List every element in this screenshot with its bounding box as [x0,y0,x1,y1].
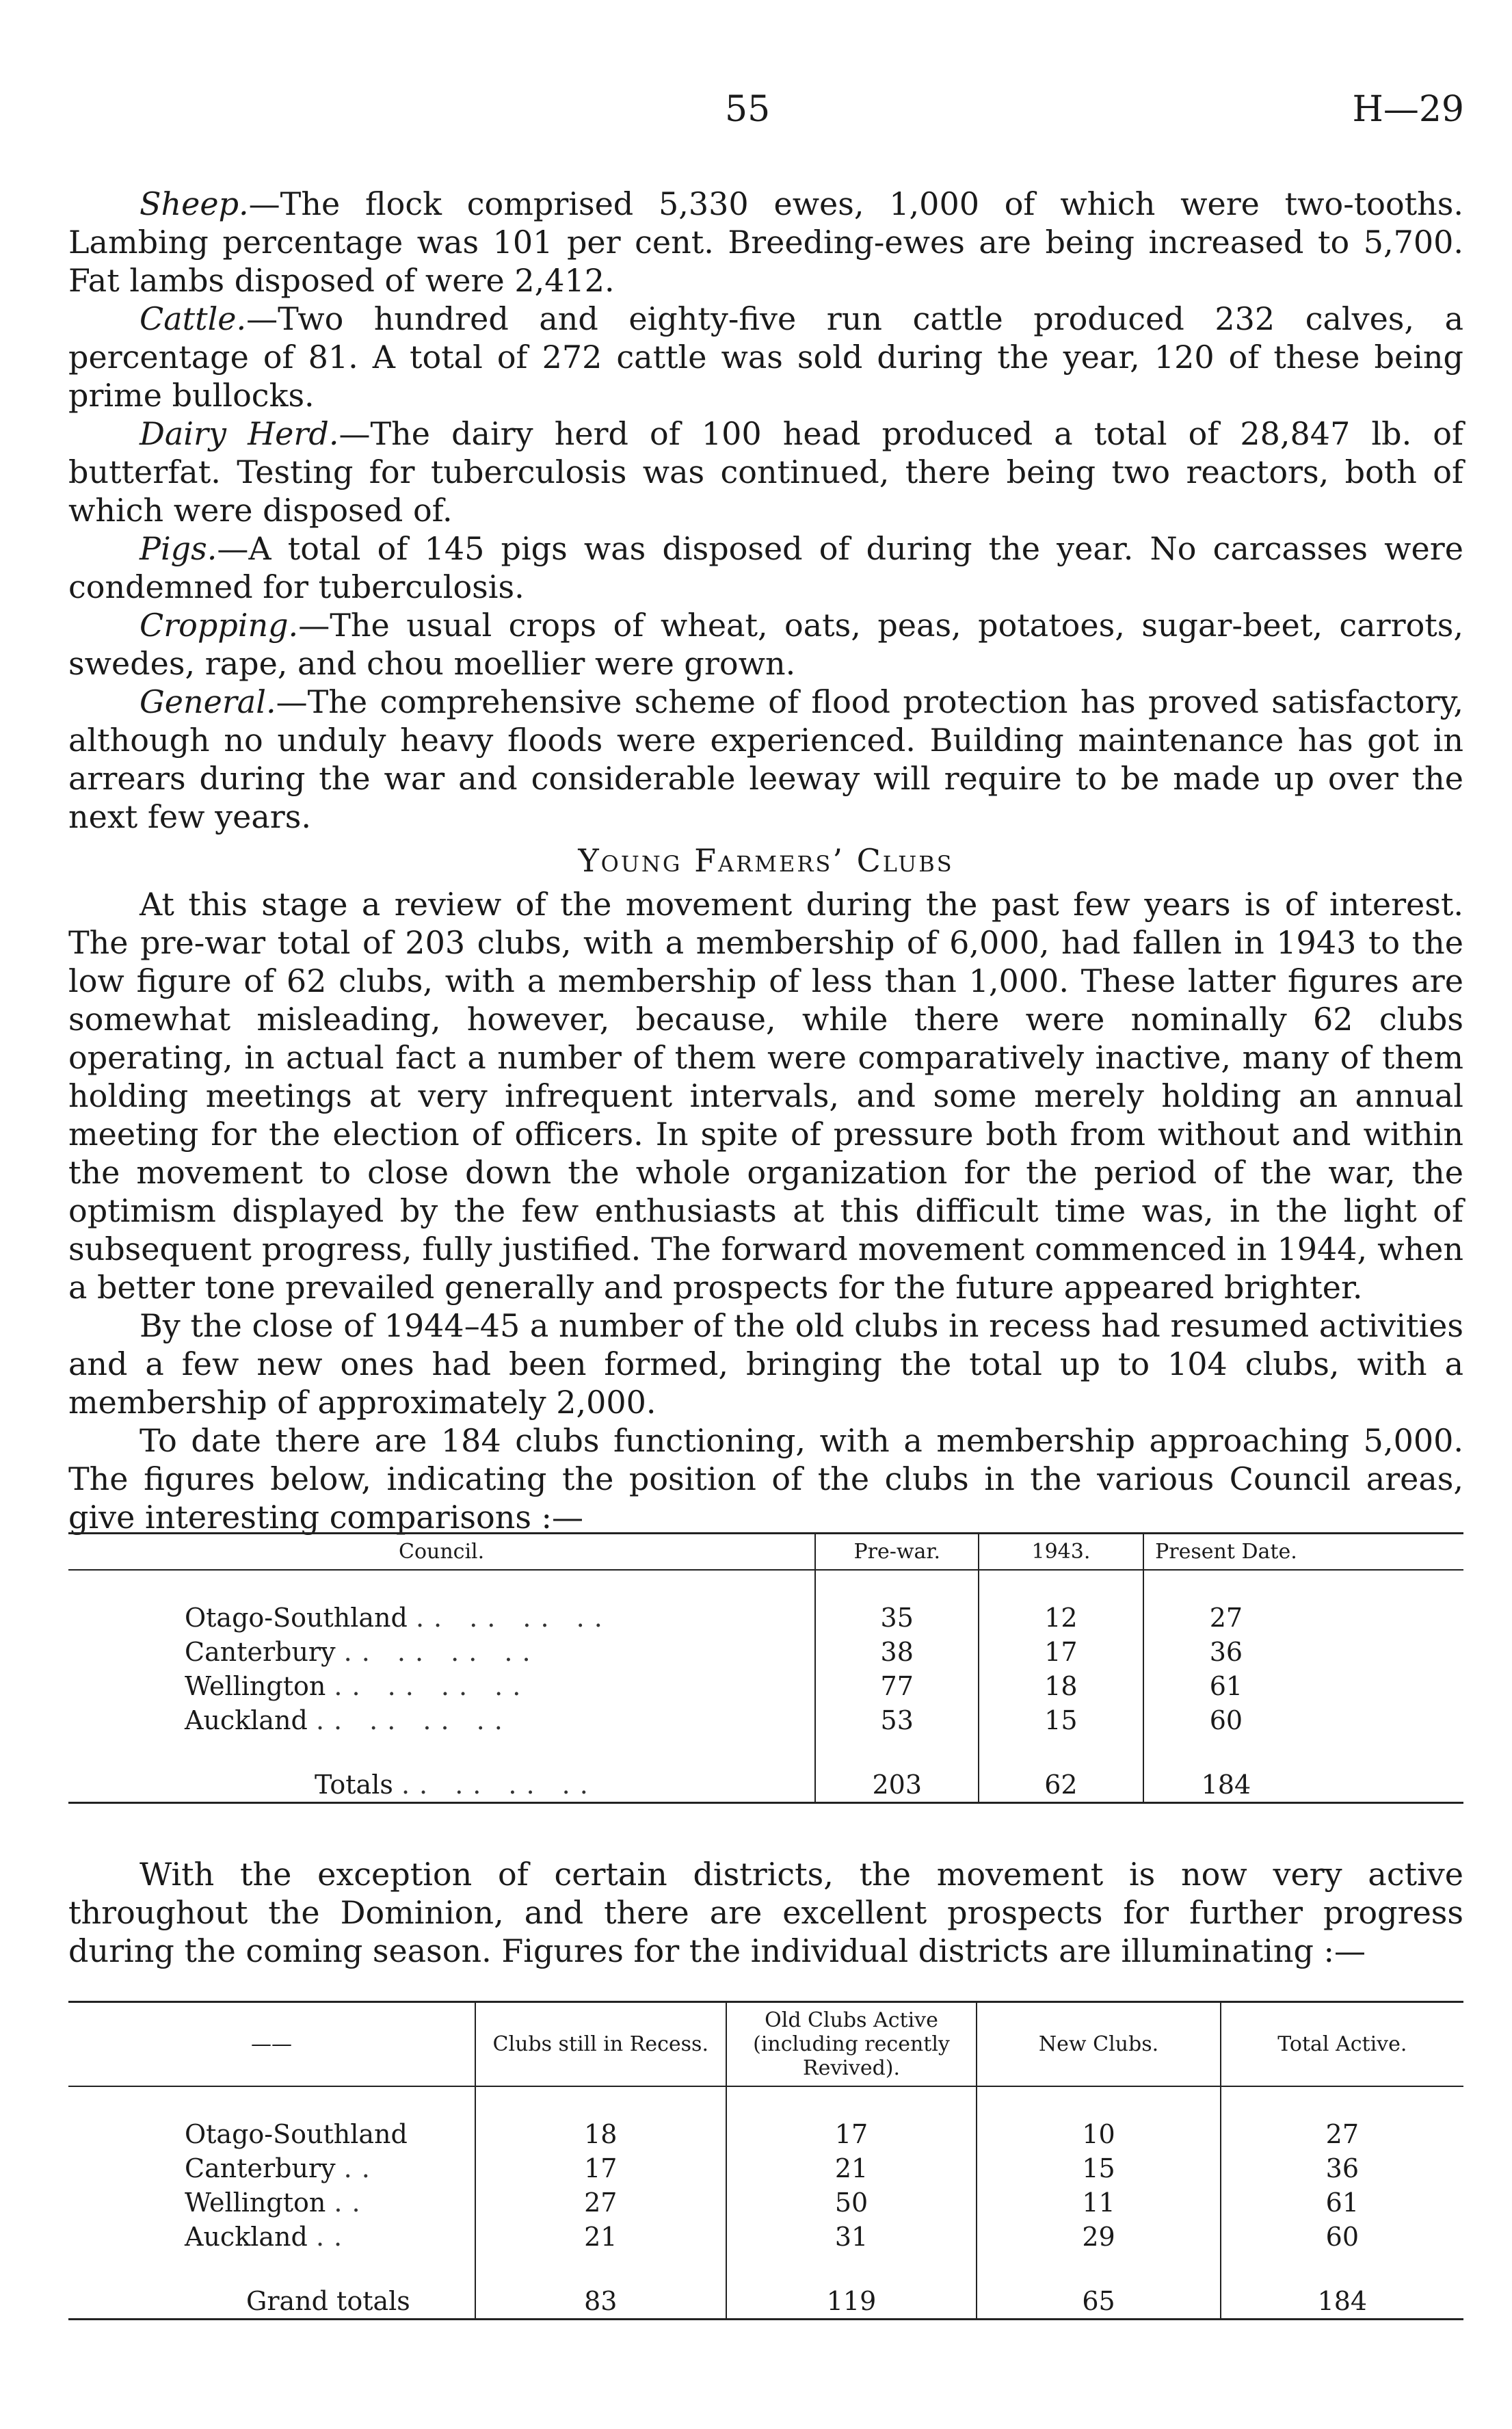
grand-totals-label: Grand totals [246,2286,410,2316]
district-name: Otago-Southland [185,2119,408,2149]
totals-row: Totals .. .. .. .. 203 62 184 [68,1768,1463,1803]
general-text: —The comprehensive scheme of flood protection has proved satisfactory, although no unduly heavy floods were experienced. Building maintenance has got in arrears during the war and considerable leeway will require to be made up over the next few years. [68,683,1463,835]
cropping-label: Cropping. [140,607,299,644]
prewar-total: 203 [815,1768,979,1803]
present-value: 36 [1143,1635,1309,1669]
col-prewar: Pre-war. [815,1534,979,1571]
district-name: Auckland [185,2222,308,2252]
table-row: Otago-Southland .. .. .. .. 35 12 27 [68,1601,1463,1635]
prewar-value: 35 [815,1601,979,1635]
1943-total: 62 [979,1768,1143,1803]
cropping-paragraph [68,606,1463,683]
total-active-value: 36 [1221,2151,1463,2185]
present-total: 184 [1143,1768,1309,1803]
total-active-value: 27 [1221,2117,1463,2151]
present-value: 27 [1143,1601,1309,1635]
sheep-label: Sheep. [140,185,249,222]
pigs-text: —A total of 145 pigs was disposed of during the year. No carcasses were condemned for tuberculosis. [68,530,1463,605]
recess-value: 17 [475,2151,726,2185]
prewar-value: 53 [815,1703,979,1737]
old-active-value: 17 [726,2117,977,2151]
col-present: Present Date. [1143,1534,1309,1571]
1943-value: 17 [979,1635,1143,1669]
mid-text [68,1855,1463,1970]
district-name: Wellington [185,2188,326,2218]
cattle-paragraph [68,300,1463,415]
old-active-total: 119 [726,2284,977,2320]
cattle-text: —Two hundred and eighty-five run cattle produced 232 calves, a percentage of 81. A total of 272 cattle was sold during the year, 120 of these being prime bullocks. [68,300,1463,414]
dairy-text: —The dairy herd of 100 head produced a total of 28,847 lb. of butterfat. Testing for tuberculosis was continued, there being two reactors, both of which were disposed of. [68,415,1463,529]
table-row: Auckland .. 21 31 29 60 [68,2220,1463,2254]
council-name: Otago-Southland [185,1603,408,1633]
col-old-active: Old Clubs Active (including recently Revived). [726,2002,977,2087]
document-code: H—29 [1352,89,1464,130]
col-total-active: Total Active. [1221,2002,1463,2087]
col-recess: Clubs still in Recess. [475,2002,726,2087]
farm-report-text [68,185,1463,1536]
general-label: General. [140,683,276,720]
recess-value: 18 [475,2117,726,2151]
table-row: Canterbury .. 17 21 15 36 [68,2151,1463,2185]
total-active-total: 184 [1221,2284,1463,2320]
present-value: 61 [1143,1669,1309,1703]
district-name: Canterbury [185,2153,336,2183]
districts-paragraph: With the exception of certain districts, the movement is now very active throughout the Dominion, and there are excellent prospects for further progress during the coming season. Figures for the individual districts are illuminating :— [68,1856,1463,1969]
col-1943: 1943. [979,1534,1143,1571]
recess-value: 21 [475,2220,726,2254]
club-paragraph-2: By the close of 1944–45 a number of the old clubs in recess had resumed activities and a few new ones had been formed, bringing the total up to 104 clubs, with a membership of approximately 2,000. [68,1307,1463,1421]
total-active-value: 61 [1221,2185,1463,2220]
table-row: Wellington .. 27 50 11 61 [68,2185,1463,2220]
council-name: Canterbury [185,1637,336,1667]
table-row: Auckland .. .. .. .. 53 15 60 [68,1703,1463,1737]
1943-value: 18 [979,1669,1143,1703]
club-paragraph-1: At this stage a review of the movement during the past few years is of interest. The pre-war total of 203 clubs, with a membership of 6,000, had fallen in 1943 to the low figure of 62 clubs, with a membership of less than 1,000. These latter figures are somewhat misleading, however, because, while there were nominally 62 clubs operating, in actual fact a number of them were comparatively inactive, many of them holding meetings at very infrequent intervals, and some merely holding an annual meeting for the election of officers. In spite of pressure both from without and within the movement to close down the whole organization for the period of the war, the optimism displayed by the few enthusiasts at this difficult time was, in the light of subsequent progress, fully justified. The forward movement commenced in 1944, when a better tone prevailed generally and prospects for the future appeared brighter. [68,886,1463,1306]
page-number: 55 [725,89,771,130]
prewar-value: 77 [815,1669,979,1703]
old-active-value: 50 [726,2185,977,2220]
club-paragraph-3: To date there are 184 clubs functioning, with a membership approaching 5,000. The figures below, indicating the position of the clubs in the various Council areas, give interesting comparisons :— [68,1422,1463,1536]
council-name: Auckland [185,1705,308,1735]
section-heading: Young Farmers’ Clubs [578,842,954,879]
sheep-paragraph [68,185,1463,300]
table-row [68,2117,1463,2151]
new-total: 65 [977,2284,1220,2320]
col-new: New Clubs. [977,2002,1220,2087]
present-value: 60 [1143,1703,1309,1737]
pigs-paragraph [68,529,1463,606]
totals-label: Totals [315,1770,393,1800]
sheep-text: —The flock comprised 5,330 ewes, 1,000 of which were two-tooths. Lambing percentage was 101 per cent. Breeding-ewes are being increased to 5,700. Fat lambs disposed of were 2,412. [68,185,1463,299]
recess-value: 27 [475,2185,726,2220]
dairy-paragraph [68,415,1463,529]
new-value: 11 [977,2185,1220,2220]
col-district: —— [250,2032,292,2056]
prewar-value: 38 [815,1635,979,1669]
pigs-label: Pigs. [140,530,217,567]
col-council: Council. [398,1540,485,1564]
districts-table [68,2001,1463,2320]
recess-total: 83 [475,2284,726,2320]
old-active-value: 21 [726,2151,977,2185]
grand-totals-row [68,2284,1463,2320]
1943-value: 15 [979,1703,1143,1737]
new-value: 29 [977,2220,1220,2254]
old-active-value: 31 [726,2220,977,2254]
total-active-value: 60 [1221,2220,1463,2254]
council-name: Wellington [185,1671,326,1701]
table-row: Wellington .. .. .. .. 77 18 61 [68,1669,1463,1703]
cropping-text: —The usual crops of wheat, oats, peas, potatoes, sugar-beet, carrots, swedes, rape, and chou moellier were grown. [68,607,1463,682]
cattle-label: Cattle. [140,300,247,337]
new-value: 15 [977,2151,1220,2185]
table-row: Canterbury .. .. .. .. 38 17 36 [68,1635,1463,1669]
general-paragraph [68,683,1463,836]
1943-value: 12 [979,1601,1143,1635]
council-table [68,1532,1463,1804]
new-value: 10 [977,2117,1220,2151]
dairy-label: Dairy Herd. [140,415,339,452]
